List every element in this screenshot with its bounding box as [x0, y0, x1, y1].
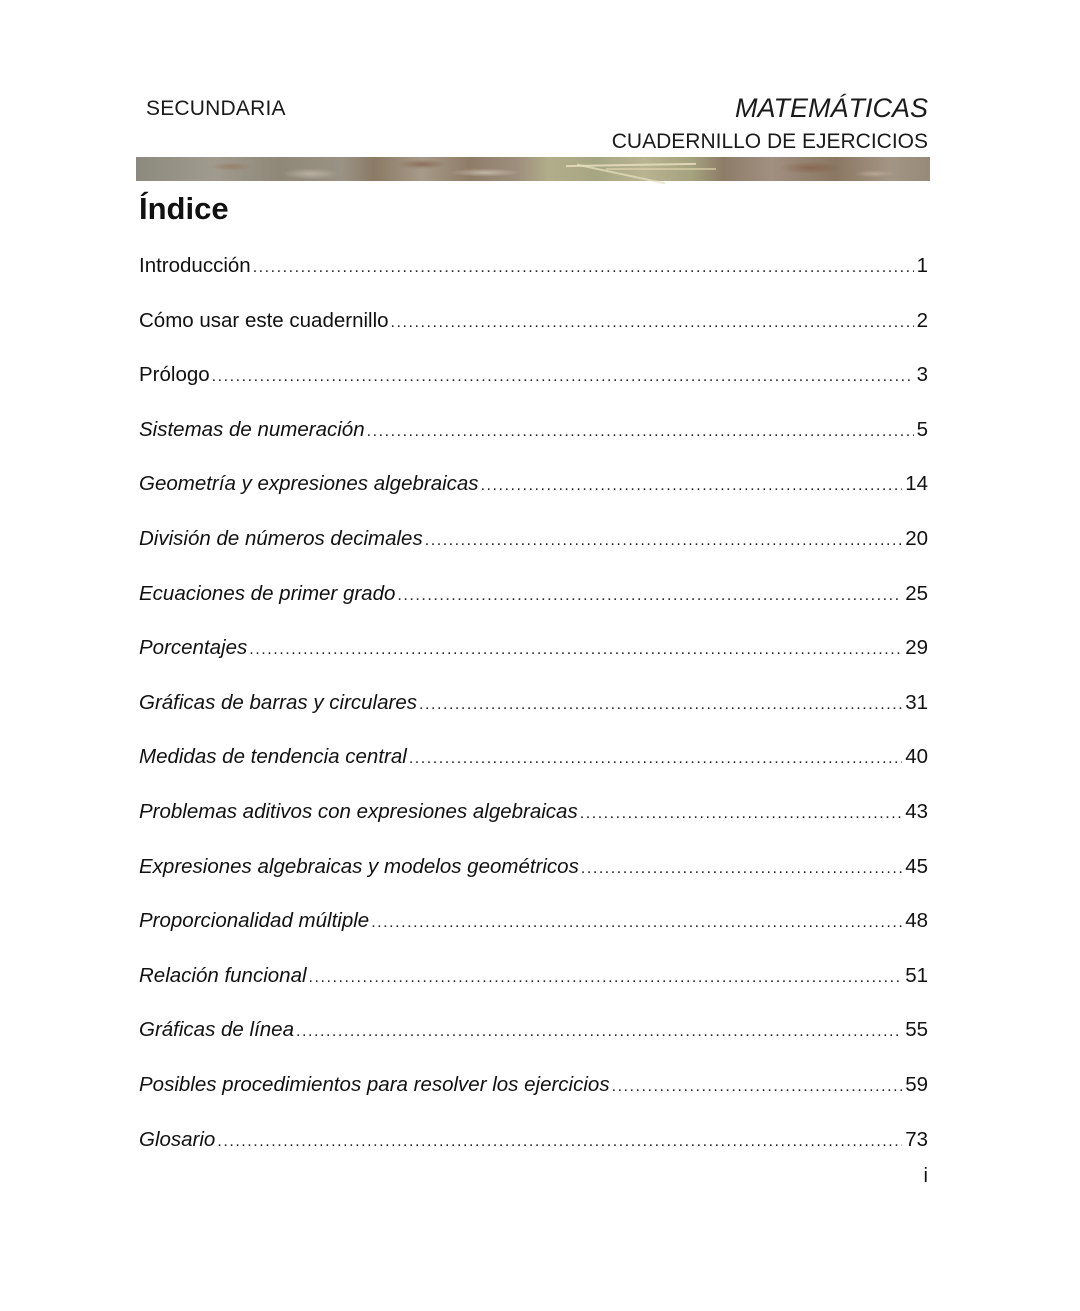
index-title: Índice: [139, 191, 229, 226]
toc-entry-page: 45: [905, 854, 928, 878]
toc-entry-geometria-expresiones[interactable]: [139, 470, 928, 525]
toc-entry-proporcionalidad[interactable]: [139, 907, 928, 962]
toc-entry-ecuaciones[interactable]: [139, 580, 928, 635]
toc-entry-label: División de números decimales: [139, 526, 423, 550]
dot-leader: [367, 418, 914, 446]
dot-leader: [397, 582, 902, 610]
toc-entry-page: 55: [905, 1018, 928, 1042]
toc-entry-label: Prólogo: [139, 363, 210, 387]
toc-entry-page: 1: [916, 254, 928, 277]
dot-leader: [253, 254, 914, 282]
dot-leader: [580, 800, 902, 828]
toc-entry-label: Glosario: [139, 1127, 216, 1151]
toc-entry-label: Geometría y expresiones algebraicas: [139, 472, 479, 496]
toc-entry-problemas-aditivos[interactable]: [139, 798, 928, 853]
toc-entry-page: 2: [916, 308, 928, 332]
table-of-contents: [139, 252, 928, 1180]
toc-entry-page: 14: [905, 472, 928, 496]
toc-entry-label: Cómo usar este cuadernillo: [139, 308, 389, 332]
toc-entry-sistemas-numeracion[interactable]: [139, 416, 928, 471]
toc-entry-label: Expresiones algebraicas y modelos geométricos: [139, 854, 579, 878]
toc-entry-prologo[interactable]: [139, 361, 928, 416]
decorative-stone-band: [136, 157, 930, 181]
dot-leader: [296, 1018, 902, 1046]
page-number: i: [923, 1165, 928, 1187]
dot-leader: [212, 363, 914, 391]
dot-leader: [371, 909, 902, 937]
toc-entry-page: 48: [905, 909, 928, 933]
toc-entry-label: Proporcionalidad múltiple: [139, 909, 370, 933]
toc-entry-label: Problemas aditivos con expresiones algebraicas: [139, 799, 578, 823]
toc-entry-label: Introducción: [139, 254, 251, 277]
toc-entry-label: Medidas de tendencia central: [139, 745, 407, 769]
toc-entry-label: Gráficas de barras y circulares: [139, 690, 417, 714]
toc-entry-tendencia-central[interactable]: [139, 743, 928, 798]
dot-leader: [481, 472, 903, 500]
toc-entry-graficas-barras[interactable]: [139, 689, 928, 744]
dot-leader: [581, 855, 902, 883]
toc-entry-page: 25: [905, 581, 928, 605]
toc-entry-page: 43: [905, 799, 928, 823]
dot-leader: [391, 309, 914, 337]
header-level: SECUNDARIA: [146, 97, 286, 120]
dot-leader: [425, 527, 902, 555]
toc-entry-page: 59: [905, 1072, 928, 1096]
toc-entry-page: 31: [905, 690, 928, 714]
dot-leader: [217, 1128, 902, 1156]
toc-entry-page: 73: [905, 1127, 928, 1151]
toc-entry-division-decimales[interactable]: [139, 525, 928, 580]
dot-leader: [249, 636, 902, 664]
toc-entry-label: Posibles procedimientos para resolver los ejercicios: [139, 1072, 610, 1096]
toc-entry-como-usar[interactable]: [139, 307, 928, 362]
toc-entry-page: 20: [905, 526, 928, 550]
header-subject: MATEMÁTICAS: [734, 93, 928, 123]
dot-leader: [409, 745, 902, 773]
dot-leader: [309, 964, 903, 992]
toc-entry-introduccion[interactable]: [139, 252, 928, 307]
toc-entry-label: Gráficas de línea: [139, 1018, 294, 1042]
toc-entry-page: 29: [905, 636, 928, 660]
dot-leader: [612, 1073, 903, 1101]
toc-entry-label: Sistemas de numeración: [139, 417, 365, 441]
toc-entry-label: Ecuaciones de primer grado: [139, 581, 396, 605]
dot-leader: [419, 691, 902, 719]
toc-entry-relacion-funcional[interactable]: [139, 962, 928, 1017]
toc-entry-page: 51: [905, 963, 928, 987]
toc-entry-page: 5: [916, 417, 928, 441]
toc-entry-modelos-geometricos[interactable]: [139, 853, 928, 908]
toc-entry-label: Porcentajes: [139, 636, 248, 660]
toc-entry-page: 40: [905, 745, 928, 769]
header-subtitle: CUADERNILLO DE EJERCICIOS: [611, 130, 928, 153]
toc-entry-page: 3: [916, 363, 928, 387]
toc-entry-glosario[interactable]: [139, 1126, 928, 1181]
toc-entry-graficas-linea[interactable]: [139, 1016, 928, 1071]
toc-entry-label: Relación funcional: [139, 963, 307, 987]
toc-entry-procedimientos[interactable]: [139, 1071, 928, 1126]
toc-entry-porcentajes[interactable]: [139, 634, 928, 689]
